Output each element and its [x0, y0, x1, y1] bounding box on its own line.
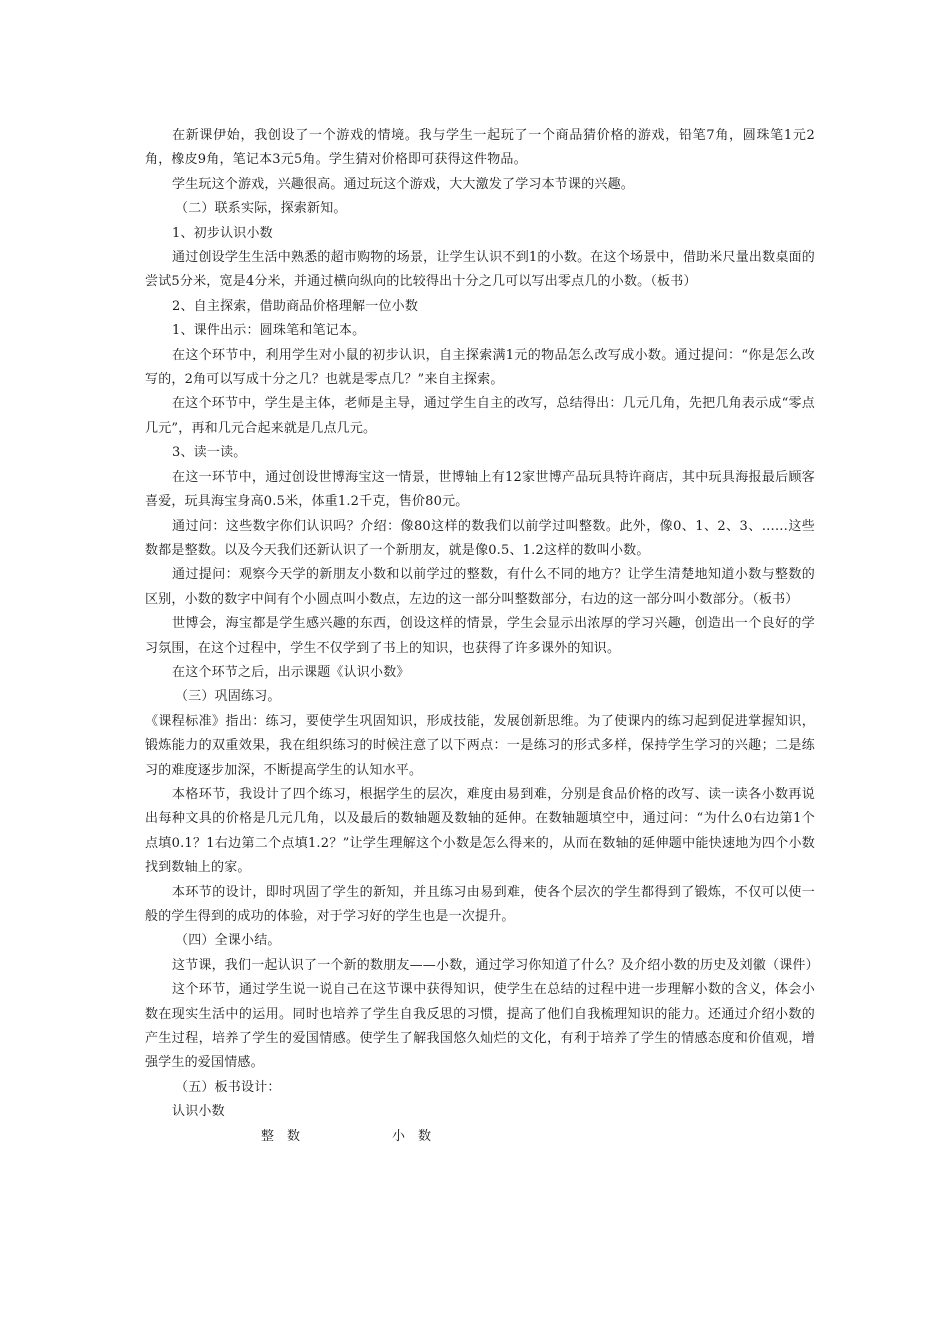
- document-body: [145, 124, 819, 1149]
- subheading-read: 3、读一读。: [172, 445, 247, 461]
- board-row: [145, 1125, 815, 1149]
- paragraph-expo-scene: 在这一环节中，通过创设世博海宝这一情景，世博轴上有12家世博产品玩具特许商店，其中玩具海报最后顾客喜爱，玩具海宝身高0.5米，体重1.2千克，售价80元。: [145, 469, 815, 510]
- section-heading-2: （二）联系实际，探索新知。: [175, 201, 347, 217]
- subheading-courseware: 1、课件出示：圆珠笔和笔记本。: [172, 323, 366, 339]
- section-heading-3: （三）巩固练习。: [175, 689, 281, 705]
- paragraph-consolidation: 本环节的设计，即时巩固了学生的新知，并且练习由易到难，使各个层次的学生都得到了锻炼，不仅可以使一般的学生得到的成功的体验，对于学习好的学生也是一次提升。: [145, 884, 815, 924]
- paragraph-supermarket-scene: 通过创设学生生活中熟悉的超市购物的场景，让学生认识不到1的小数。在这个场景中，借助米尺量出数桌面的尝试5分米，宽是4分米，并通过横向纵向的比较得出十分之几可以写出零点几的小数。（板书）: [145, 250, 815, 290]
- paragraph-intro-game: 在新课伊始，我创设了一个游戏的情境。我与学生一起玩了一个商品猜价格的游戏，铅笔7角，圆珠笔1元2角，橡皮9角，笔记本3元5角。学生猜对价格即可获得这件物品。: [145, 128, 815, 168]
- paragraph-student-subject: 在这个环节中，学生是主体，老师是主导，通过学生自主的改写，总结得出：几元几角，先把几角表示成“零点几元”，再和几元合起来就是几点几元。: [145, 396, 815, 436]
- board-integer-label: 整 数: [261, 1128, 301, 1144]
- paragraph-show-title: 在这个环节之后，出示课题《认识小数》: [172, 664, 410, 680]
- section-heading-5: （五）板书设计：: [175, 1079, 281, 1095]
- paragraph-summary-question: 这节课，我们一起认识了一个新的数朋友——小数，通过学习你知道了什么？及介绍小数的历史及刘徽（课件）: [172, 957, 819, 973]
- paragraph-game-interest: 学生玩这个游戏，兴趣很高。通过玩这个游戏，大大激发了学习本节课的兴趣。: [172, 176, 635, 192]
- board-title: 认识小数: [172, 1104, 225, 1120]
- paragraph-curriculum-standard: 《课程标准》指出：练习，要使学生巩固知识，形成技能，发展创新思维。为了使课内的练习起到促进掌握知识，锻炼能力的双重效果，我在组织练习的时候注意了以下两点：一是练习的形式多样，保持学生学习的兴趣；二是练习的难度逐步加深，不断提高学生的认知水平。: [145, 713, 815, 778]
- subheading-initial-recognition: 1、初步认识小数: [172, 225, 273, 241]
- paragraph-rewrite-question: 在这个环节中，利用学生对小鼠的初步认识，自主探索满1元的物品怎么改写成小数。通过提问：“你是怎么改写的，2角可以写成十分之几？也就是零点几？”来自主探索。: [145, 347, 815, 388]
- paragraph-summary-reflection: 这个环节，通过学生说一说自己在这节课中获得知识，使学生在总结的过程中进一步理解小数的含义，体会小数在现实生活中的运用。同时也培养了学生自我反思的习惯，提高了他们自我梳理知识的能力。还通过介绍小数的产生过程，培养了学生的爱国情感。使学生了解我国悠久灿烂的文化，有利于培养了学生的情感态度和价值观，增强学生的爱国情感。: [145, 982, 815, 1071]
- section-heading-4: （四）全课小结。: [175, 933, 281, 949]
- paragraph-four-exercises: 本格环节，我设计了四个练习，根据学生的层次，难度由易到难，分别是食品价格的改写、读一读各小数再说出每种文具的价格是几元几角，以及最后的数轴题及数轴的延伸。在数轴题填空中，通过问：“为什么0右边第1个点填0.1？1右边第二个点填1.2？”让学生理解这个小数是怎么得来的，从而在数轴的延伸题中能快速地为四个小数找到数轴上的家。: [145, 786, 815, 876]
- paragraph-expo-interest: 世博会，海宝都是学生感兴趣的东西，创设这样的情景，学生会显示出浓厚的学习兴趣，创造出一个良好的学习氛围，在这个过程中，学生不仅学到了书上的知识，也获得了许多课外的知识。: [145, 616, 815, 656]
- board-decimal-label: 小 数: [392, 1128, 432, 1144]
- subheading-self-exploration: 2、自主探索，借助商品价格理解一位小数: [172, 298, 419, 314]
- paragraph-integers-intro: 通过问：这些数字你们认识吗？介绍：像80这样的数我们以前学过叫整数。此外，像0、1、2、3、……这些数都是整数。以及今天我们还新认识了一个新朋友，就是像0.5、1.2这样的数叫小数。: [145, 518, 815, 558]
- paragraph-decimal-point: 通过提问：观察今天学的新朋友小数和以前学过的整数，有什么不同的地方？让学生清楚地知道小数与整数的区别，小数的数字中间有个小圆点叫小数点，左边的这一部分叫整数部分，右边的这一部分叫小数部分。（板书）: [145, 567, 815, 607]
